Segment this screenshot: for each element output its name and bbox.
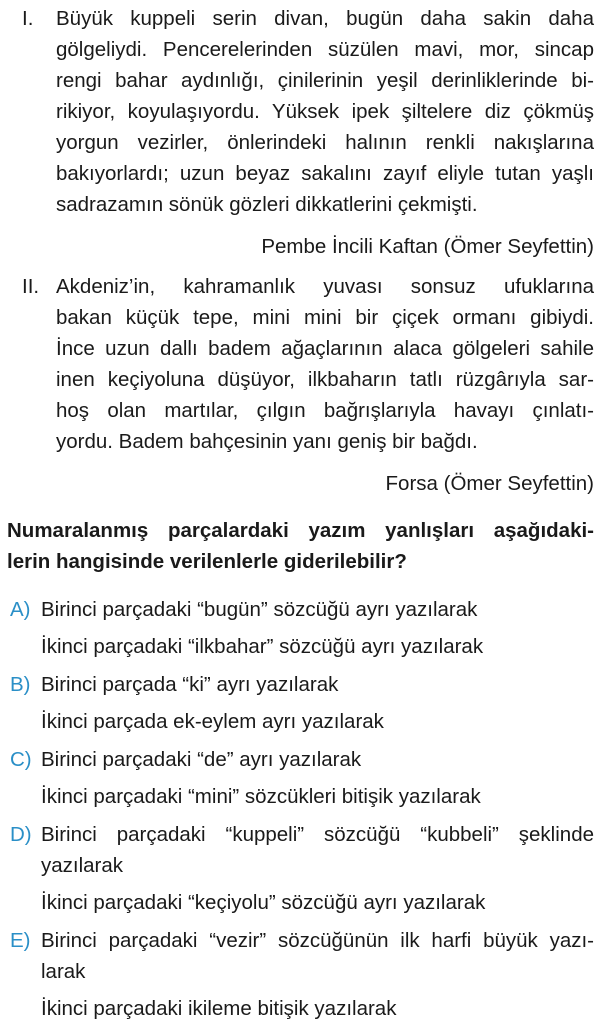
passage-number: I. (22, 7, 34, 30)
option-letter: C) (10, 748, 32, 771)
option-b[interactable] (0, 669, 603, 737)
passage-number: II. (22, 275, 40, 298)
passage-line: Büyük kuppeli serin divan, bugün daha sakin daha (56, 7, 594, 30)
option-first-line: Birinci parçadaki “vezir” sözcüğünün ilk harfi büyük yazı- (41, 929, 594, 952)
option-second-line: İkinci parçada ek-eylem ayrı yazılarak (41, 710, 384, 733)
passage-source: Pembe İncili Kaftan (Ömer Seyfettin) (261, 235, 594, 258)
option-d[interactable] (0, 819, 603, 918)
option-first-line: larak (41, 960, 86, 983)
option-e[interactable] (0, 925, 603, 1024)
option-letter: D) (10, 823, 32, 846)
passage-line: inen keçiyoluna düşüyor, ilkbaharın tatlı rüzgârıyla sar- (56, 368, 594, 391)
passage-line: İnce uzun dallı badem ağaçlarının alaca gölgeleri sahile (56, 337, 594, 360)
option-first-line: Birinci parçadaki “kuppeli” sözcüğü “kubbeli” şeklinde (41, 823, 594, 846)
passage-2 (0, 271, 603, 457)
option-a[interactable] (0, 594, 603, 662)
option-second-line: İkinci parçadaki ikileme bitişik yazılarak (41, 997, 397, 1020)
option-first-line: Birinci parçadaki “bugün” sözcüğü ayrı yazılarak (41, 598, 478, 621)
passage-line: bakan küçük tepe, mini mini bir çiçek ormanı gibiydi. (56, 306, 594, 329)
option-first-line: yazılarak (41, 854, 124, 877)
option-first-line: Birinci parçadaki “de” ayrı yazılarak (41, 748, 362, 771)
passage-text (56, 3, 594, 220)
option-second-line: İkinci parçadaki “mini” sözcükleri bitişik yazılarak (41, 785, 481, 808)
passage-line: rengi bahar aydınlığı, çinilerinin yeşil derinliklerinde bi- (56, 69, 594, 92)
option-second-line: İkinci parçadaki “ilkbahar” sözcüğü ayrı yazılarak (41, 635, 484, 658)
option-letter: B) (10, 673, 31, 696)
passage-line: sadrazamın sönük gözleri dikkatlerini çekmişti. (56, 193, 478, 216)
passage-line: bakıyorlardı; uzun beyaz sakalını zayıf eliyle tutan yaşlı (56, 162, 594, 185)
option-c[interactable] (0, 744, 603, 812)
passage-line: hoş olan martılar, çılgın bağrışlarıyla havayı çınlatı- (56, 399, 594, 422)
option-first-line: Birinci parçada “ki” ayrı yazılarak (41, 673, 339, 696)
question-line: lerin hangisinde verilenlerle giderilebilir? (7, 550, 407, 573)
passage-line: Akdeniz’in, kahramanlık yuvası sonsuz ufuklarına (56, 275, 594, 298)
passage-text (56, 271, 594, 457)
passage-source: Forsa (Ömer Seyfettin) (385, 472, 594, 495)
passage-line: yordu. Badem bahçesinin yanı geniş bir bağdı. (56, 430, 478, 453)
option-second-line: İkinci parçadaki “keçiyolu” sözcüğü ayrı yazılarak (41, 891, 486, 914)
passage-line: rikiyor, koyulaşıyordu. Yüksek ipek şiltelere diz çökmüş (56, 100, 594, 123)
question-stem (0, 515, 603, 577)
question-line: Numaralanmış parçalardaki yazım yanlışları aşağıdaki- (7, 519, 594, 542)
option-letter: A) (10, 598, 31, 621)
passage-1 (0, 3, 603, 220)
passage-line: yorgun vezirler, önlerindeki halının renkli nakışlarına (56, 131, 594, 154)
passage-line: gölgeliydi. Pencerelerinden süzülen mavi, mor, sincap (56, 38, 594, 61)
option-letter: E) (10, 929, 31, 952)
